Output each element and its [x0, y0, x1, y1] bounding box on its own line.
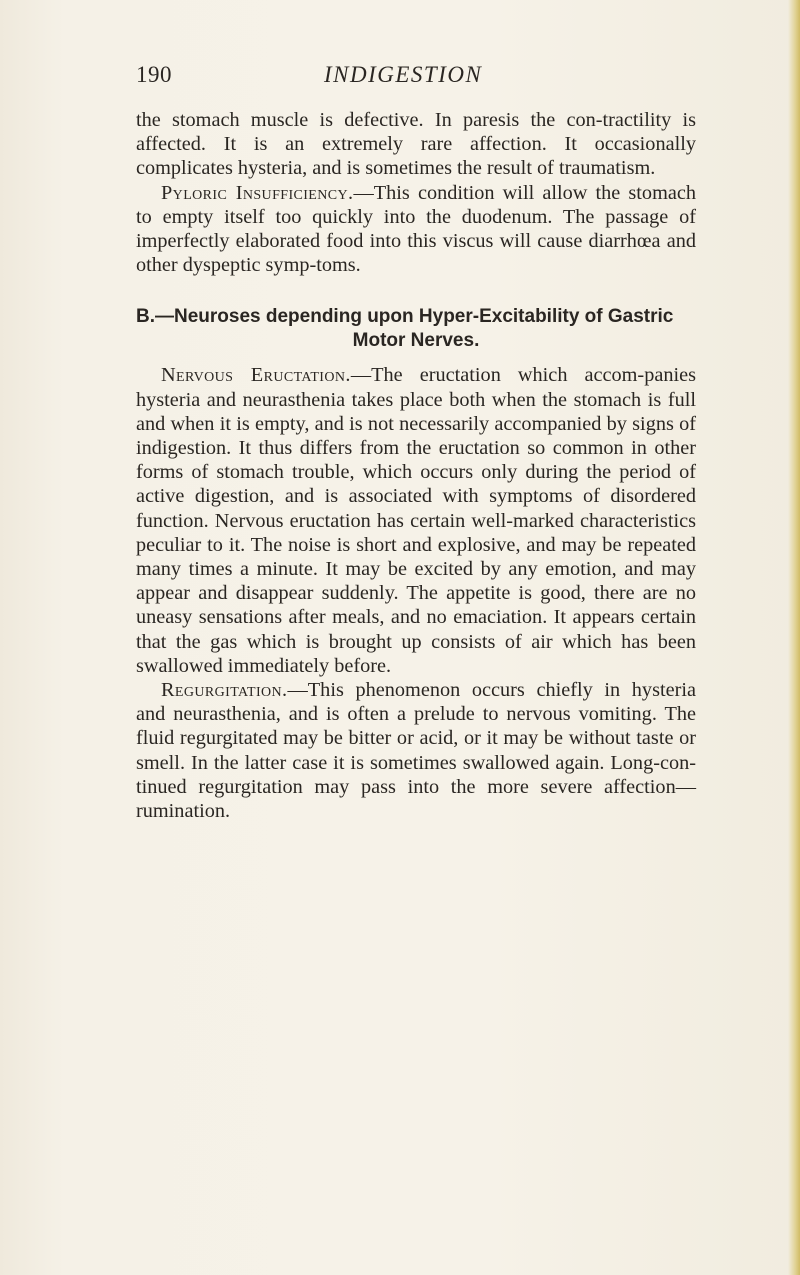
running-head: INDIGESTION	[324, 62, 483, 87]
paragraph-term: Nervous Eructation.	[161, 364, 351, 387]
page-number: 190	[136, 62, 172, 87]
body-text	[136, 108, 696, 823]
paragraph-text: —This condition will allow the stomach to empty itself too quickly into the duodenum. The passage of imperfectly elaborated food into this viscus will cause diarrhœa and other dyspeptic symp-toms.	[136, 181, 696, 277]
paragraph-term: Regurgitation.	[161, 679, 288, 702]
paragraph-text: the stomach muscle is defective. In paresis the con-tractility is affected. It is an extremely rare affection. It occasionally complicates hysteria, and is sometimes the result of traumatism.	[136, 109, 696, 180]
paragraph-text: —The eructation which accom-panies hysteria and neurasthenia takes place both when the stomach is full and when it is empty, and is not necessarily accompanied by signs of indigestion. It thus differs from the eructation so common in other forms of stomach trouble, which occurs only during the period of active digestion, and is associated with symptoms of disordered function. Nervous eructation has certain well-marked characteristics peculiar to it. The noise is short and explosive, and may be repeated many times a minute. It may be excited by any emotion, and may appear and disappear suddenly. The appetite is good, there are no uneasy sensations after meals, and no emaciation. It appears certain that the gas which is brought up consists of air which has been swallowed immediately before.	[136, 364, 697, 677]
paragraph-continued	[136, 108, 696, 181]
section-heading-line-1: B.—Neuroses depending upon Hyper-Excitability of Gastric	[136, 306, 674, 328]
paragraph-term: Pyloric Insufficiency.	[161, 181, 354, 204]
section-heading-line-2: Motor Nerves.	[352, 330, 480, 352]
paragraph-regurgitation	[136, 678, 696, 823]
paragraph-nervous-eructation	[136, 363, 696, 678]
paragraph-pyloric-insufficiency	[136, 181, 696, 278]
paragraph-text: —This phenomenon occurs chiefly in hysteria and neurasthenia, and is often a prelude to nervous vomiting. The fluid regurgitated may be bitter or acid, or it may be without taste or smell. In the latter case it is sometimes swallowed again. Long-con-tinued regurgitation may pass into the more severe affection—rumination.	[136, 679, 696, 823]
page-header	[136, 62, 696, 92]
section-heading	[136, 305, 696, 353]
page-edge-stain	[788, 0, 800, 1275]
